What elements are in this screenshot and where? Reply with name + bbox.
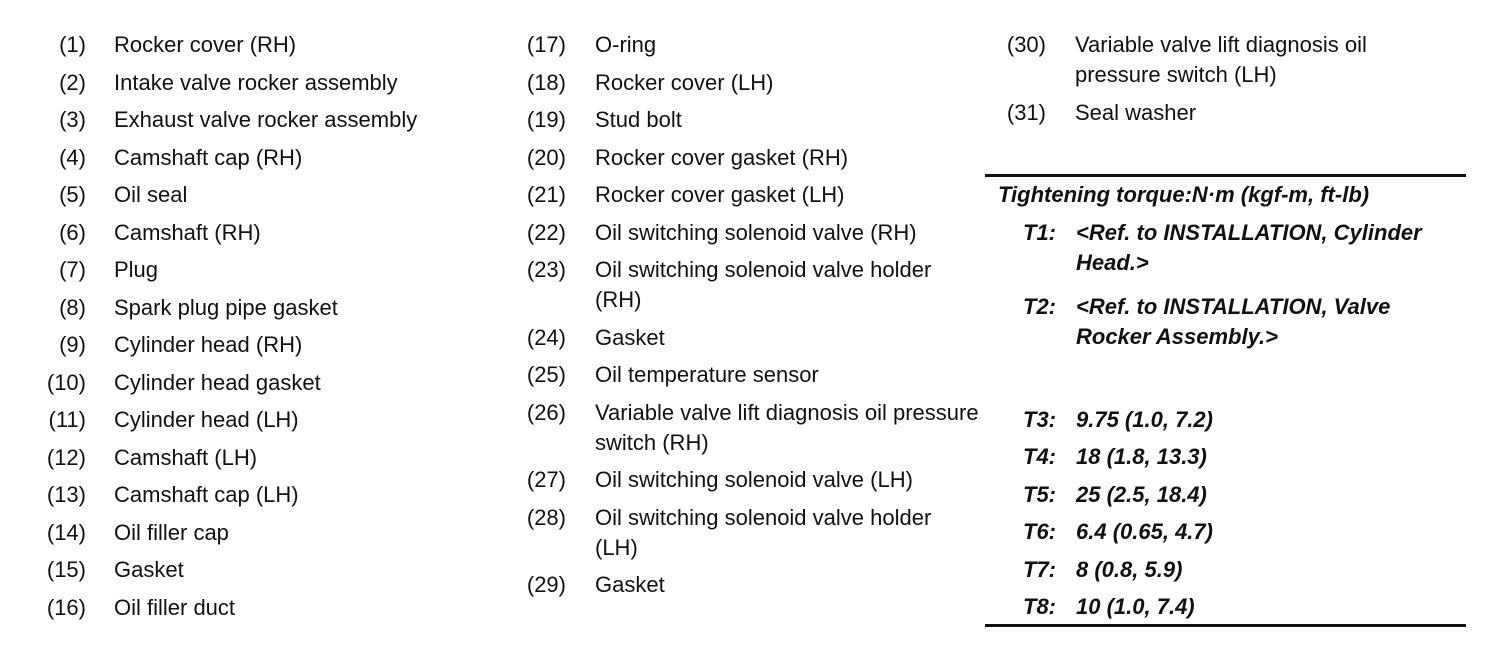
part-number: (31)	[1006, 99, 1046, 125]
part-number: (15)	[46, 557, 86, 582]
list-item	[510, 68, 980, 98]
part-name: Oil switching solenoid valve holder (RH)	[595, 257, 932, 312]
part-name: Camshaft cap (RH)	[114, 144, 303, 170]
part-name: Plug	[114, 257, 159, 282]
part-name: Oil switching solenoid valve (RH)	[595, 219, 917, 245]
part-number: (24)	[526, 324, 566, 350]
part-number: (6)	[59, 219, 86, 245]
part-name: Spark plug pipe gasket	[114, 294, 338, 320]
list-item	[510, 323, 980, 353]
list-item	[30, 180, 514, 210]
list-item	[30, 143, 514, 173]
list-item	[30, 68, 514, 98]
torque-key: T7:	[1023, 557, 1056, 582]
parts-list-column-1	[30, 30, 514, 630]
part-number: (8)	[59, 294, 86, 320]
part-number: (3)	[59, 107, 86, 132]
torque-row	[1000, 517, 1456, 547]
list-item	[30, 255, 514, 285]
list-item	[510, 360, 980, 390]
list-item	[30, 105, 514, 135]
list-item	[510, 180, 980, 210]
part-number: (22)	[526, 219, 566, 245]
torque-value: 6.4 (0.65, 4.7)	[1076, 519, 1213, 544]
torque-value: 10 (1.0, 7.4)	[1076, 594, 1195, 619]
part-name: Variable valve lift diagnosis oil pressure switch (RH)	[595, 399, 979, 455]
torque-table-top-rule	[985, 174, 1466, 177]
torque-row	[1000, 555, 1456, 585]
list-item	[30, 330, 514, 360]
part-number: (21)	[526, 182, 566, 207]
list-item	[510, 398, 980, 458]
list-item	[510, 218, 980, 248]
part-name: Seal washer	[1075, 99, 1197, 125]
part-number: (10)	[46, 369, 86, 395]
list-item	[510, 465, 980, 495]
part-name: Stud bolt	[595, 107, 682, 132]
part-name: Intake valve rocker assembly	[114, 69, 398, 95]
part-name: Rocker cover (LH)	[595, 69, 774, 95]
part-name: Gasket	[595, 324, 665, 350]
list-item	[510, 255, 980, 315]
part-number: (20)	[526, 144, 566, 170]
list-item	[30, 593, 514, 623]
list-item	[990, 98, 1466, 128]
part-name: Gasket	[114, 557, 184, 582]
torque-value: 18 (1.8, 13.3)	[1076, 444, 1207, 469]
torque-value: 9.75 (1.0, 7.2)	[1076, 407, 1213, 432]
part-number: (1)	[59, 32, 86, 57]
part-number: (25)	[526, 362, 566, 387]
part-number: (28)	[526, 504, 566, 530]
torque-table-bottom-rule	[985, 624, 1466, 627]
part-number: (19)	[526, 107, 566, 132]
torque-row	[1000, 405, 1456, 435]
torque-row	[1000, 442, 1456, 472]
part-name: O-ring	[595, 32, 657, 57]
part-name: Oil switching solenoid valve (LH)	[595, 467, 913, 492]
parts-list-column-2	[510, 30, 980, 608]
part-name: Gasket	[595, 572, 665, 597]
part-number: (7)	[59, 257, 86, 282]
part-number: (12)	[46, 444, 86, 470]
part-number: (16)	[46, 594, 86, 620]
part-number: (27)	[526, 467, 566, 492]
part-number: (4)	[59, 144, 86, 170]
list-item	[30, 518, 514, 548]
torque-key: T1:	[1023, 220, 1056, 245]
part-number: (17)	[526, 32, 566, 57]
torque-value: 8 (0.8, 5.9)	[1076, 557, 1183, 582]
torque-key: T8:	[1023, 594, 1056, 619]
torque-key: T2:	[1023, 294, 1056, 319]
torque-row	[1000, 592, 1456, 622]
part-name: Camshaft (RH)	[114, 219, 261, 245]
list-item	[30, 30, 514, 60]
part-number: (29)	[526, 572, 566, 597]
part-number: (30)	[1006, 32, 1046, 57]
torque-value: <Ref. to INSTALLATION, Valve Rocker Assembly.>	[1076, 294, 1391, 349]
torque-value: <Ref. to INSTALLATION, Cylinder Head.>	[1076, 220, 1422, 275]
torque-key: T5:	[1023, 482, 1056, 507]
part-name: Rocker cover gasket (RH)	[595, 144, 849, 170]
parts-list-column-3	[990, 30, 1466, 135]
part-name: Oil switching solenoid valve holder (LH)	[595, 504, 932, 560]
part-name: Camshaft cap (LH)	[114, 482, 299, 507]
list-item	[510, 30, 980, 60]
part-name: Cylinder head (RH)	[114, 332, 303, 357]
part-name: Oil filler cap	[114, 519, 229, 545]
part-name: Rocker cover (RH)	[114, 32, 297, 57]
part-name: Cylinder head (LH)	[114, 407, 299, 432]
list-item	[30, 293, 514, 323]
torque-heading: Tightening torque:N·m (kgf-m, ft-lb)	[998, 182, 1370, 207]
list-item	[30, 443, 514, 473]
torque-key: T6:	[1023, 519, 1056, 544]
part-number: (18)	[526, 69, 566, 95]
part-name: Camshaft (LH)	[114, 444, 258, 470]
part-number: (11)	[48, 407, 86, 432]
part-number: (14)	[46, 519, 86, 545]
torque-row	[1000, 218, 1456, 278]
torque-key: T3:	[1023, 407, 1056, 432]
list-item	[510, 503, 980, 563]
list-item	[30, 480, 514, 510]
list-item	[30, 405, 514, 435]
part-number: (13)	[46, 482, 86, 507]
torque-value: 25 (2.5, 18.4)	[1076, 482, 1207, 507]
list-item	[990, 30, 1466, 90]
part-number: (2)	[59, 69, 86, 95]
part-name: Oil seal	[114, 182, 188, 207]
part-name: Oil filler duct	[114, 594, 236, 620]
list-item	[510, 570, 980, 600]
part-name: Oil temperature sensor	[595, 362, 819, 387]
torque-row	[1000, 292, 1456, 352]
torque-key: T4:	[1023, 444, 1056, 469]
torque-row	[1000, 480, 1456, 510]
part-name: Rocker cover gasket (LH)	[595, 182, 845, 207]
part-number: (5)	[59, 182, 86, 207]
list-item	[510, 105, 980, 135]
list-item	[510, 143, 980, 173]
part-number: (23)	[526, 257, 566, 282]
part-number: (9)	[59, 332, 86, 357]
list-item	[30, 368, 514, 398]
list-item	[30, 555, 514, 585]
list-item	[30, 218, 514, 248]
part-number: (26)	[526, 399, 566, 425]
part-name: Cylinder head gasket	[114, 369, 321, 395]
part-name: Exhaust valve rocker assembly	[114, 107, 418, 132]
part-name: Variable valve lift diagnosis oil pressure switch (LH)	[1075, 32, 1367, 87]
